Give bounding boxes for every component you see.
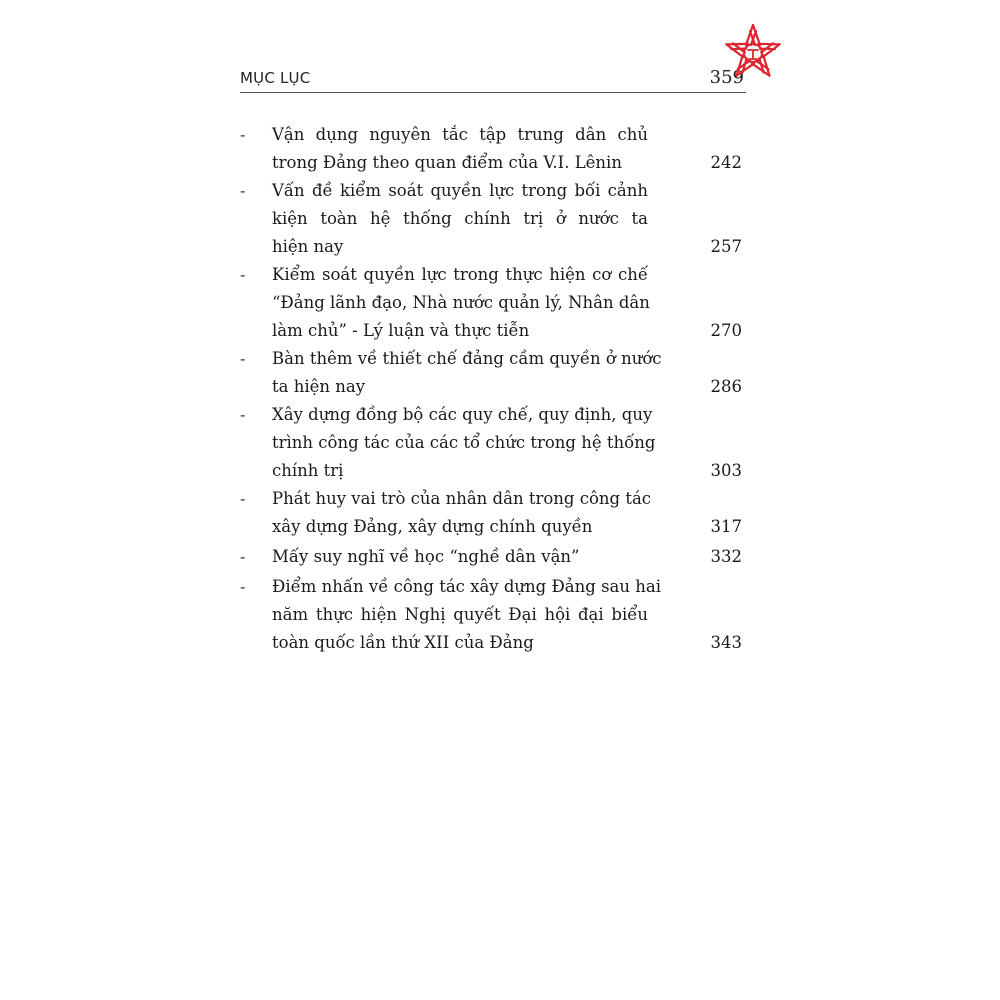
toc-entry-line: Bàn thêm về thiết chế đảng cầm quyền ở nước: [272, 349, 662, 368]
toc-entry-title: [272, 261, 648, 345]
toc-entry-title: [272, 177, 648, 261]
page-number: 359: [709, 67, 744, 88]
toc-entry-line: Vận dụng nguyên tắc tập trung dân chủ: [272, 125, 648, 144]
bullet-dash: -: [240, 125, 246, 144]
red-star-emblem-icon: [722, 22, 784, 84]
toc-entry-line: ta hiện nay: [272, 377, 366, 396]
toc-entry-line: Xây dựng đồng bộ các quy chế, quy định, quy: [272, 405, 653, 424]
toc-entry-page: 332: [710, 547, 742, 566]
toc-entry-line: chính trị: [272, 461, 344, 480]
bullet-dash: -: [240, 577, 246, 596]
toc-entry-line: xây dựng Đảng, xây dựng chính quyền: [272, 517, 593, 536]
toc-entry-title: [272, 121, 648, 177]
toc-entry-title: [272, 401, 656, 485]
toc-entry-line: trình công tác của các tổ chức trong hệ thống: [272, 433, 656, 452]
toc-entry-line: Vấn đề kiểm soát quyền lực trong bối cảnh: [272, 181, 648, 200]
page-header: [240, 62, 746, 93]
toc-entry-line: Điểm nhấn về công tác xây dựng Đảng sau hai: [272, 577, 661, 596]
bullet-dash: -: [240, 181, 246, 200]
toc-entry-title: [272, 485, 652, 541]
toc-entry-page: 242: [710, 153, 742, 172]
toc-entry-page: 303: [710, 461, 742, 480]
bullet-dash: -: [240, 489, 246, 508]
toc-entry[interactable]: [240, 121, 746, 177]
toc-entry-page: 317: [710, 517, 742, 536]
toc-entry[interactable]: [240, 345, 746, 401]
toc-entry-page: 257: [710, 237, 742, 256]
toc-entry[interactable]: [240, 401, 746, 485]
toc-entry-page: 286: [710, 377, 742, 396]
toc-entry[interactable]: [240, 177, 746, 261]
bullet-dash: -: [240, 405, 246, 424]
toc-entry[interactable]: [240, 485, 746, 541]
toc-entry-page: 343: [710, 633, 742, 652]
toc-entry-line: trong Đảng theo quan điểm của V.I. Lênin: [272, 153, 622, 172]
toc-entry-title: [272, 345, 662, 401]
running-title: MỤC LỤC: [240, 69, 311, 87]
toc-entry-line: “Đảng lãnh đạo, Nhà nước quản lý, Nhân dân: [272, 293, 650, 312]
table-of-contents: [240, 121, 746, 657]
toc-entry[interactable]: [240, 573, 746, 657]
bullet-dash: -: [240, 547, 246, 566]
toc-entry-line: làm chủ” - Lý luận và thực tiễn: [272, 321, 530, 340]
toc-entry-line: hiện nay: [272, 237, 344, 256]
toc-entry-line: Kiểm soát quyền lực trong thực hiện cơ chế: [272, 265, 648, 284]
bullet-dash: -: [240, 265, 246, 284]
toc-entry-line: toàn quốc lần thứ XII của Đảng: [272, 633, 534, 652]
toc-entry-page: 270: [710, 321, 742, 340]
toc-entry[interactable]: [240, 261, 746, 345]
toc-entry-line: Phát huy vai trò của nhân dân trong công tác: [272, 489, 652, 508]
toc-entry-title: [272, 573, 661, 657]
toc-entry-line: năm thực hiện Nghị quyết Đại hội đại biểu: [272, 605, 648, 624]
toc-entry-title: [272, 543, 648, 571]
toc-entry[interactable]: [240, 543, 746, 571]
toc-entry-line: kiện toàn hệ thống chính trị ở nước ta: [272, 209, 648, 228]
bullet-dash: -: [240, 349, 246, 368]
toc-entry-line: Mấy suy nghĩ về học “nghề dân vận”: [272, 547, 580, 566]
